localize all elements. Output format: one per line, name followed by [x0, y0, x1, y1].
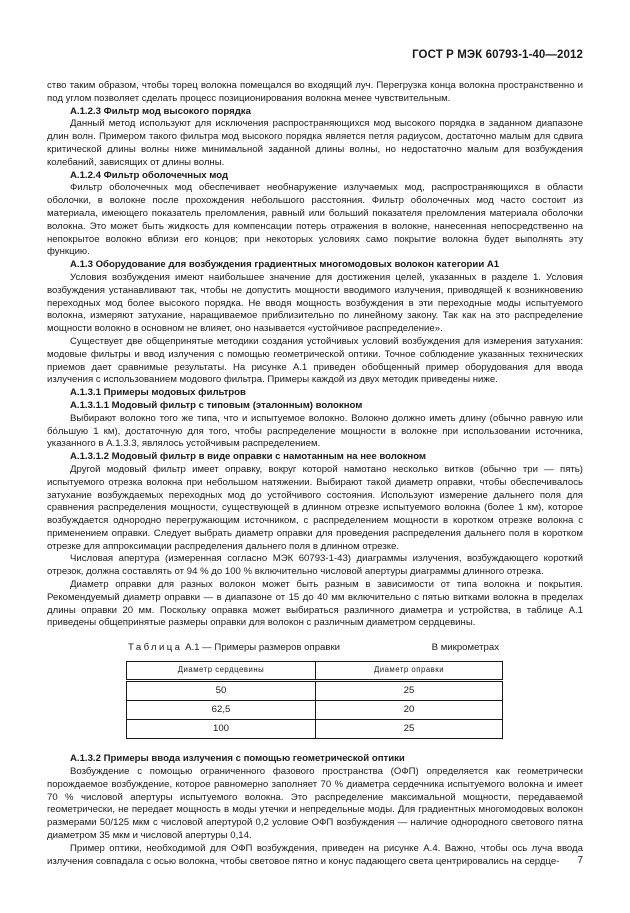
- table-cell: 62,5: [127, 701, 316, 720]
- paragraph: Фильтр оболочечных мод обеспечивает необнаружение излучаемых мод, распространяющихся в области оболочки, в волокне после прохождения небольшого расстояния. Фильтр оболочечных мод часто состоит из материала, имеющего показатель преломления, равный или больший показателя преломления материала оболочки волокна. Это может быть жидкость для компенсации потерь отражения в волокне, нанесенная непосредственно на непокрытое волокно вблизи его концов; при некоторых условиях само покрытие волокна будет выполнять эту функцию.: [47, 182, 583, 258]
- table-cell: 25: [316, 681, 503, 701]
- section-heading: А.1.3 Оборудование для возбуждения градиентных многомодовых волокон категории А1: [70, 259, 500, 271]
- table-cell: 100: [127, 720, 316, 739]
- page-number: 7: [577, 855, 583, 866]
- paragraph: Данный метод используют для исключения распространяющихся мод высокого порядка в заданном диапазоне длин волн. Примером такого фильтра мод высокого порядка является петля радиусом, достаточно малым для сдвига критической длины волны ниже минимальной заданной длины волны, но недостаточно малым для возбуждения колебаний, зависящих от длины волны.: [47, 118, 583, 168]
- section-heading: А.1.3.1.1 Модовый фильтр с типовым (эталонным) волокном: [70, 399, 363, 411]
- section-heading: А.1.2.4 Фильтр оболочечных мод: [70, 169, 229, 181]
- table-caption-row: [47, 642, 583, 655]
- paragraph: Пример оптики, необходимой для ОФП возбуждения, приведен на рисунке А.4. Важно, чтобы ось луча ввода излучения совпадала с осью волокна, чтобы световое пятно и конус падающего света центрировались на сердце-: [47, 842, 583, 867]
- section-heading: А.1.3.1 Примеры модовых фильтров: [70, 387, 246, 399]
- column-header: Диаметр сердцевины: [127, 662, 316, 681]
- section-heading: А.1.2.3 Фильтр мод высокого порядка: [70, 105, 251, 117]
- table-cell: 25: [316, 720, 503, 739]
- paragraph: Диаметр оправки для разных волокон может быть разным в зависимости от типа волокна и покрытия. Рекомендуемый диаметр оправки — в диапазоне от 15 до 40 мм включительно с пятью витками волокна в пределах длины оправки 20 мм. Поскольку оправка может выбираться различного диаметра и устройства, в таблице А.1 приведены общепринятые размеры оправки для волокон с различным диаметром сердцевины.: [47, 579, 583, 629]
- paragraph: Другой модовый фильтр имеет оправку, вокруг которой намотано несколько витков (обычно три — пять) испытуемого отрезка волокна при небольшом натяжении. Выбирают такой диаметр оправки, чтобы обеспечивалось затухание возбуждаемых переходных мод до устойчивого состояния. Используют измерение дальнего поля для сравнения распределения мощности, существующей в длинном отрезке испытуемого волокна (более 1 км), которое возбуждается однородно перегружающим источником, с распределением мощности в коротком отрезке волокна с применением оправки. Следует выбрать диаметр оправки для проведения распределения дальнего поля в коротком отрезке для аппроксимации распределения дальнего поля в длинном отрезке.: [47, 463, 583, 552]
- table-row: [127, 681, 503, 701]
- document-header: ГОСТ Р МЭК 60793-1-40—2012: [412, 49, 583, 61]
- table-caption: [128, 642, 340, 655]
- paragraph: Возбуждение с помощью ограниченного фазового пространства (ОФП) определяется как геометрически порождаемое возбуждение, которое равномерно заполняет 70 % диаметра сердечника испытуемого волокна и имеет 70 % числовой апертуры испытуемого волокна. Это распределение максимальной мощности, передаваемой геометрически, не передает мощность в моды утечки и непредельные моды. Для градиентных многомодовых волокон размерами 50/125 мкм с числовой апертурой 0,2 условие ОФП возбуждения — наличие однородного светового пятна диаметром 35 мкм и числовой апертуры 0,14.: [47, 766, 583, 842]
- table-caption-text: А.1 — Примеры размеров оправки: [185, 642, 341, 654]
- paragraph: Выбирают волокно того же типа, что и испытуемое волокно. Волокно должно иметь длину (обычно равную или бо́льшую 1 км), достаточную для того, чтобы распределение мощности в волокне при использовании источника, указанного в А.1.3.3, являлось устойчивым распределением.: [47, 412, 583, 450]
- paragraph: ство таким образом, чтобы торец волокна помещался во входящий луч. Перегрузка конца волокна пространственно и под углом позволяет сделать процесс позиционирования волокна менее чувствительным.: [47, 80, 583, 104]
- table-cell: 50: [127, 681, 316, 701]
- mandrel-size-table: [126, 661, 503, 739]
- page-body: [47, 80, 583, 868]
- section-heading: А.1.3.1.2 Модовый фильтр в виде оправки с намотанным на нее волокном: [70, 451, 427, 463]
- paragraph: Числовая апертура (измеренная согласно МЭК 60793-1-43) диаграммы излучения, возбуждающего короткий отрезок, должна составлять от 94 % до 100 % включительно числовой апертуры диаграммы длинного отрезка.: [47, 553, 583, 578]
- paragraph: Существует две общепринятые методики создания устойчивых условий возбуждения для измерения затухания: модовые фильтры и ввод излучения с помощью геометрической оптики. Точное соблюдение указанных технических приемов дает сравнимые результаты. На рисунке А.1 приведен обобщенный пример оборудования для ввода излучения с использованием модового фильтра. Примеры каждой из двух методик приведены ниже.: [47, 335, 583, 386]
- paragraph: Условия возбуждения имеют наибольшее значение для достижения целей, указанных в разделе 1. Условия возбуждения устанавливают так, чтобы не допустить мощности вводимого излучения, приводящей к возникновению переходных мод более высокого порядка. Не вводя мощность возбуждения в эти переходные моды испытуемого волокна, измеряют затухание, наращиваемое приблизительно по линейному закону. Так как на это распределение мощности волокно в основном не влияет, оно называется «устойчивое распределение».: [47, 271, 583, 335]
- column-header: Диаметр оправки: [316, 662, 503, 681]
- section-heading: А.1.3.2 Примеры ввода излучения с помощью геометрической оптики: [70, 753, 405, 765]
- table-units: В микрометрах: [431, 642, 499, 654]
- table-row: [127, 720, 503, 739]
- table-cell: 20: [316, 701, 503, 720]
- section-after-table: [47, 753, 583, 868]
- table-caption-label: Таблица: [128, 642, 183, 654]
- table-row: [127, 701, 503, 720]
- table-header-row: [127, 662, 503, 681]
